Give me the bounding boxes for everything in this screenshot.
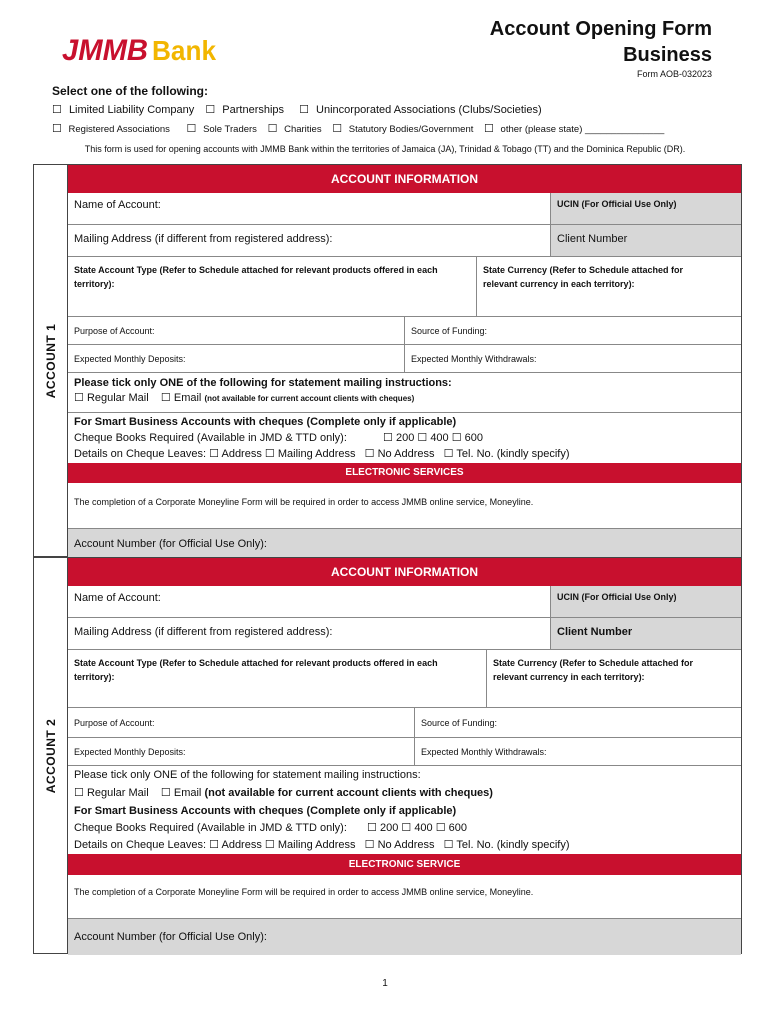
select-heading: Select one of the following:: [52, 84, 208, 98]
monthly-withdrawals-field[interactable]: Expected Monthly Withdrawals:: [404, 345, 741, 372]
account-1-label: ACCOUNT 1: [44, 323, 58, 398]
checkbox-icon[interactable]: ☐: [74, 787, 84, 799]
cheque-details-line: [74, 447, 569, 460]
option-sole-traders[interactable]: [187, 124, 261, 135]
checkbox-icon[interactable]: ☐: [417, 432, 428, 444]
row-cheques: [68, 802, 741, 854]
account-number-field: Account Number (for Official Use Only):: [74, 538, 267, 550]
checkbox-icon[interactable]: ☐: [383, 432, 393, 444]
option-label: Address: [221, 839, 262, 851]
option-label: Mailing Address: [277, 839, 356, 851]
option-label: 200: [379, 822, 399, 834]
checkbox-icon[interactable]: ☐: [267, 123, 278, 135]
checkbox-icon[interactable]: ☐: [364, 448, 375, 460]
row-mailing-instructions: [68, 373, 741, 413]
electronic-services-header: ELECTRONIC SERVICES: [68, 463, 741, 483]
account-1-content: [68, 165, 741, 556]
state-currency-field[interactable]: State Currency (Refer to Schedule attached for relevant currency in each territory):: [486, 650, 741, 707]
checkbox-icon[interactable]: ☐: [484, 123, 494, 135]
checkbox-icon[interactable]: ☐: [364, 839, 375, 851]
row-mailing-client: [68, 225, 741, 257]
option-label: Partnerships: [222, 104, 285, 116]
electronic-service-header: ELECTRONIC SERVICE: [68, 854, 741, 875]
option-label: Charities: [284, 124, 322, 135]
row-mailing-instructions: [68, 766, 741, 802]
detail-mailing-address-option[interactable]: [265, 448, 356, 460]
cheque-books-line: [74, 821, 467, 834]
account-info-header: ACCOUNT INFORMATION: [68, 558, 741, 586]
row-deposits-withdrawals: [68, 738, 741, 766]
checkbox-icon[interactable]: ☐: [451, 432, 462, 444]
state-currency-field[interactable]: State Currency (Refer to Schedule attached for relevant currency in each territory):: [476, 257, 741, 316]
checkbox-icon[interactable]: ☐: [299, 104, 309, 116]
mailing-instructions-text: Please tick only ONE of the following for statement mailing instructions:: [74, 769, 421, 781]
option-label: No Address: [377, 839, 435, 851]
account-1-side: [34, 165, 68, 556]
account-2-content: [68, 558, 741, 953]
checkbox-icon[interactable]: ☐: [160, 787, 171, 799]
moneyline-note: The completion of a Corporate Moneyline Form will be required in order to access JMMB online service, Moneyline.: [74, 497, 534, 507]
email-option[interactable]: [161, 392, 414, 404]
checkbox-icon[interactable]: ☐: [401, 822, 412, 834]
detail-address-option[interactable]: [209, 839, 262, 851]
title-line-1: Account Opening Form: [489, 18, 712, 40]
mailing-address-field[interactable]: Mailing Address (if different from registered address):: [74, 233, 333, 245]
mailing-address-field[interactable]: Mailing Address (if different from registered address):: [74, 626, 333, 638]
form-title: [490, 16, 712, 68]
detail-address-option[interactable]: [209, 448, 262, 460]
checkbox-icon[interactable]: ☐: [443, 448, 454, 460]
source-of-funding-field[interactable]: Source of Funding:: [414, 708, 741, 737]
option-label: 200: [395, 432, 415, 444]
row-mailing-client: [68, 618, 741, 650]
row-cheques: [68, 413, 741, 463]
option-partnerships[interactable]: [205, 104, 288, 116]
qty-600-option[interactable]: [452, 432, 483, 444]
checkbox-icon[interactable]: ☐: [332, 123, 343, 135]
row-purpose-source: [68, 317, 741, 345]
checkbox-icon[interactable]: ☐: [52, 123, 62, 135]
row-type-currency: [68, 257, 741, 317]
option-label: Email: [173, 392, 202, 404]
option-label: Limited Liability Company: [68, 104, 195, 116]
option-label: Sole Traders: [203, 124, 257, 135]
checkbox-icon[interactable]: ☐: [205, 104, 216, 116]
option-label: other (please state) _______________: [500, 124, 665, 135]
cheque-details-label: Details on Cheque Leaves:: [74, 839, 207, 851]
account-number-field: Account Number (for Official Use Only):: [74, 931, 267, 943]
checkbox-icon[interactable]: ☐: [443, 839, 454, 851]
row-purpose-source: [68, 708, 741, 738]
account-2-section: [33, 557, 742, 954]
qty-600-option[interactable]: [436, 822, 467, 834]
monthly-deposits-field[interactable]: Expected Monthly Deposits:: [74, 747, 186, 757]
option-label: Tel. No. (kindly specify): [456, 839, 570, 851]
qty-200-option[interactable]: [367, 822, 398, 834]
moneyline-note: The completion of a Corporate Moneyline Form will be required in order to access JMMB online service, Moneyline.: [74, 887, 534, 897]
detail-no-address-option[interactable]: [365, 448, 435, 460]
client-number-field: Client Number: [550, 225, 741, 256]
purpose-field[interactable]: Purpose of Account:: [74, 326, 155, 336]
monthly-deposits-field[interactable]: Expected Monthly Deposits:: [74, 354, 186, 364]
row-deposits-withdrawals: [68, 345, 741, 373]
option-label: Regular Mail: [86, 392, 149, 404]
row-moneyline: [68, 483, 741, 529]
email-note: (not available for current account clients with cheques): [204, 394, 415, 403]
row-name-ucin: [68, 193, 741, 225]
option-label: 400: [414, 822, 433, 834]
checkbox-icon[interactable]: ☐: [435, 822, 446, 834]
qty-200-option[interactable]: [383, 432, 414, 444]
option-label: Address: [221, 448, 262, 460]
row-type-currency: [68, 650, 741, 708]
name-of-account-field[interactable]: Name of Account:: [74, 592, 161, 604]
option-label: 600: [464, 432, 484, 444]
qty-400-option[interactable]: [417, 432, 448, 444]
mailing-options: [74, 391, 414, 404]
option-label: Statutory Bodies/Government: [348, 124, 474, 135]
option-charities[interactable]: [268, 124, 326, 135]
svg-text:Bank: Bank: [152, 35, 217, 66]
detail-tel-option[interactable]: [444, 839, 570, 851]
cheque-details-label: Details on Cheque Leaves:: [74, 448, 207, 460]
checkbox-icon[interactable]: ☐: [367, 822, 377, 834]
option-registered-associations[interactable]: [52, 124, 174, 135]
account-2-label: ACCOUNT 2: [44, 718, 58, 793]
account-2-side: [34, 558, 68, 953]
row-moneyline: [68, 875, 741, 919]
row-name-ucin: [68, 586, 741, 618]
qty-400-option[interactable]: [401, 822, 432, 834]
row-account-number: [68, 919, 741, 955]
checkbox-icon[interactable]: ☐: [264, 839, 275, 851]
email-option[interactable]: [161, 787, 493, 799]
checkbox-icon[interactable]: ☐: [264, 448, 275, 460]
mailing-options: [74, 786, 493, 799]
email-note: (not available for current account clients with cheques): [204, 787, 493, 799]
option-label: No Address: [377, 448, 435, 460]
option-label: Mailing Address: [277, 448, 356, 460]
option-label: Email: [173, 787, 202, 799]
svg-text:JMMB: JMMB: [62, 34, 148, 66]
smart-business-heading: For Smart Business Accounts with cheques (Complete only if applicable): [74, 416, 457, 428]
client-number-field: Client Number: [550, 618, 741, 649]
account-info-header: ACCOUNT INFORMATION: [68, 165, 741, 193]
entity-options-row-1: [52, 103, 550, 116]
option-llc[interactable]: [52, 104, 198, 116]
option-label: Regular Mail: [86, 787, 149, 799]
option-other[interactable]: [484, 124, 668, 135]
mailing-instructions-text: Please tick only ONE of the following for statement mailing instructions:: [74, 377, 452, 389]
option-label: Unincorporated Associations (Clubs/Societies): [316, 104, 542, 116]
checkbox-icon[interactable]: ☐: [160, 392, 171, 404]
checkbox-icon[interactable]: ☐: [186, 123, 197, 135]
name-of-account-field[interactable]: Name of Account:: [74, 199, 161, 211]
option-label: 600: [448, 822, 468, 834]
option-label: Tel. No. (kindly specify): [456, 448, 570, 460]
state-account-type-field[interactable]: State Account Type (Refer to Schedule attached for relevant products offered in each territory):: [74, 658, 438, 682]
option-label: 400: [430, 432, 449, 444]
option-unincorporated[interactable]: [299, 104, 546, 116]
detail-mailing-address-option[interactable]: [265, 839, 356, 851]
regular-mail-option[interactable]: [74, 392, 149, 404]
checkbox-icon[interactable]: ☐: [74, 392, 84, 404]
option-statutory-bodies[interactable]: [332, 124, 477, 135]
regular-mail-option[interactable]: [74, 787, 149, 799]
detail-no-address-option[interactable]: [365, 839, 435, 851]
cheque-books-label: Cheque Books Required (Available in JMD & TTD only):: [74, 432, 347, 444]
row-account-number: [68, 529, 741, 558]
cheque-books-label: Cheque Books Required (Available in JMD & TTD only):: [74, 822, 347, 834]
smart-business-heading: For Smart Business Accounts with cheques (Complete only if applicable): [74, 805, 457, 817]
monthly-withdrawals-field[interactable]: Expected Monthly Withdrawals:: [414, 738, 741, 765]
detail-tel-option[interactable]: [444, 448, 570, 460]
cheque-books-line: [74, 431, 483, 444]
jmmb-bank-logo: [62, 32, 218, 66]
checkbox-icon[interactable]: ☐: [52, 104, 62, 116]
entity-options-row-2: [52, 122, 672, 135]
source-of-funding-field[interactable]: Source of Funding:: [404, 317, 741, 344]
page-number: 1: [382, 978, 388, 989]
ucin-field: UCIN (For Official Use Only): [550, 586, 741, 617]
territory-note: This form is used for opening accounts with JMMB Bank within the territories of Jamaica (JA), Trinidad & Tobago (TT) and the Dominica Republic (DR).: [84, 144, 686, 154]
option-label: Registered Associations: [68, 124, 170, 135]
cheque-details-line: [74, 838, 569, 851]
form-number: Form AOB-032023: [636, 69, 712, 79]
purpose-field[interactable]: Purpose of Account:: [74, 718, 155, 728]
title-line-2: Business: [623, 44, 712, 66]
checkbox-icon[interactable]: ☐: [209, 448, 220, 460]
state-account-type-field[interactable]: State Account Type (Refer to Schedule attached for relevant products offered in each territory):: [74, 265, 438, 289]
account-1-section: [33, 164, 742, 557]
ucin-field: UCIN (For Official Use Only): [550, 193, 741, 224]
checkbox-icon[interactable]: ☐: [209, 839, 220, 851]
